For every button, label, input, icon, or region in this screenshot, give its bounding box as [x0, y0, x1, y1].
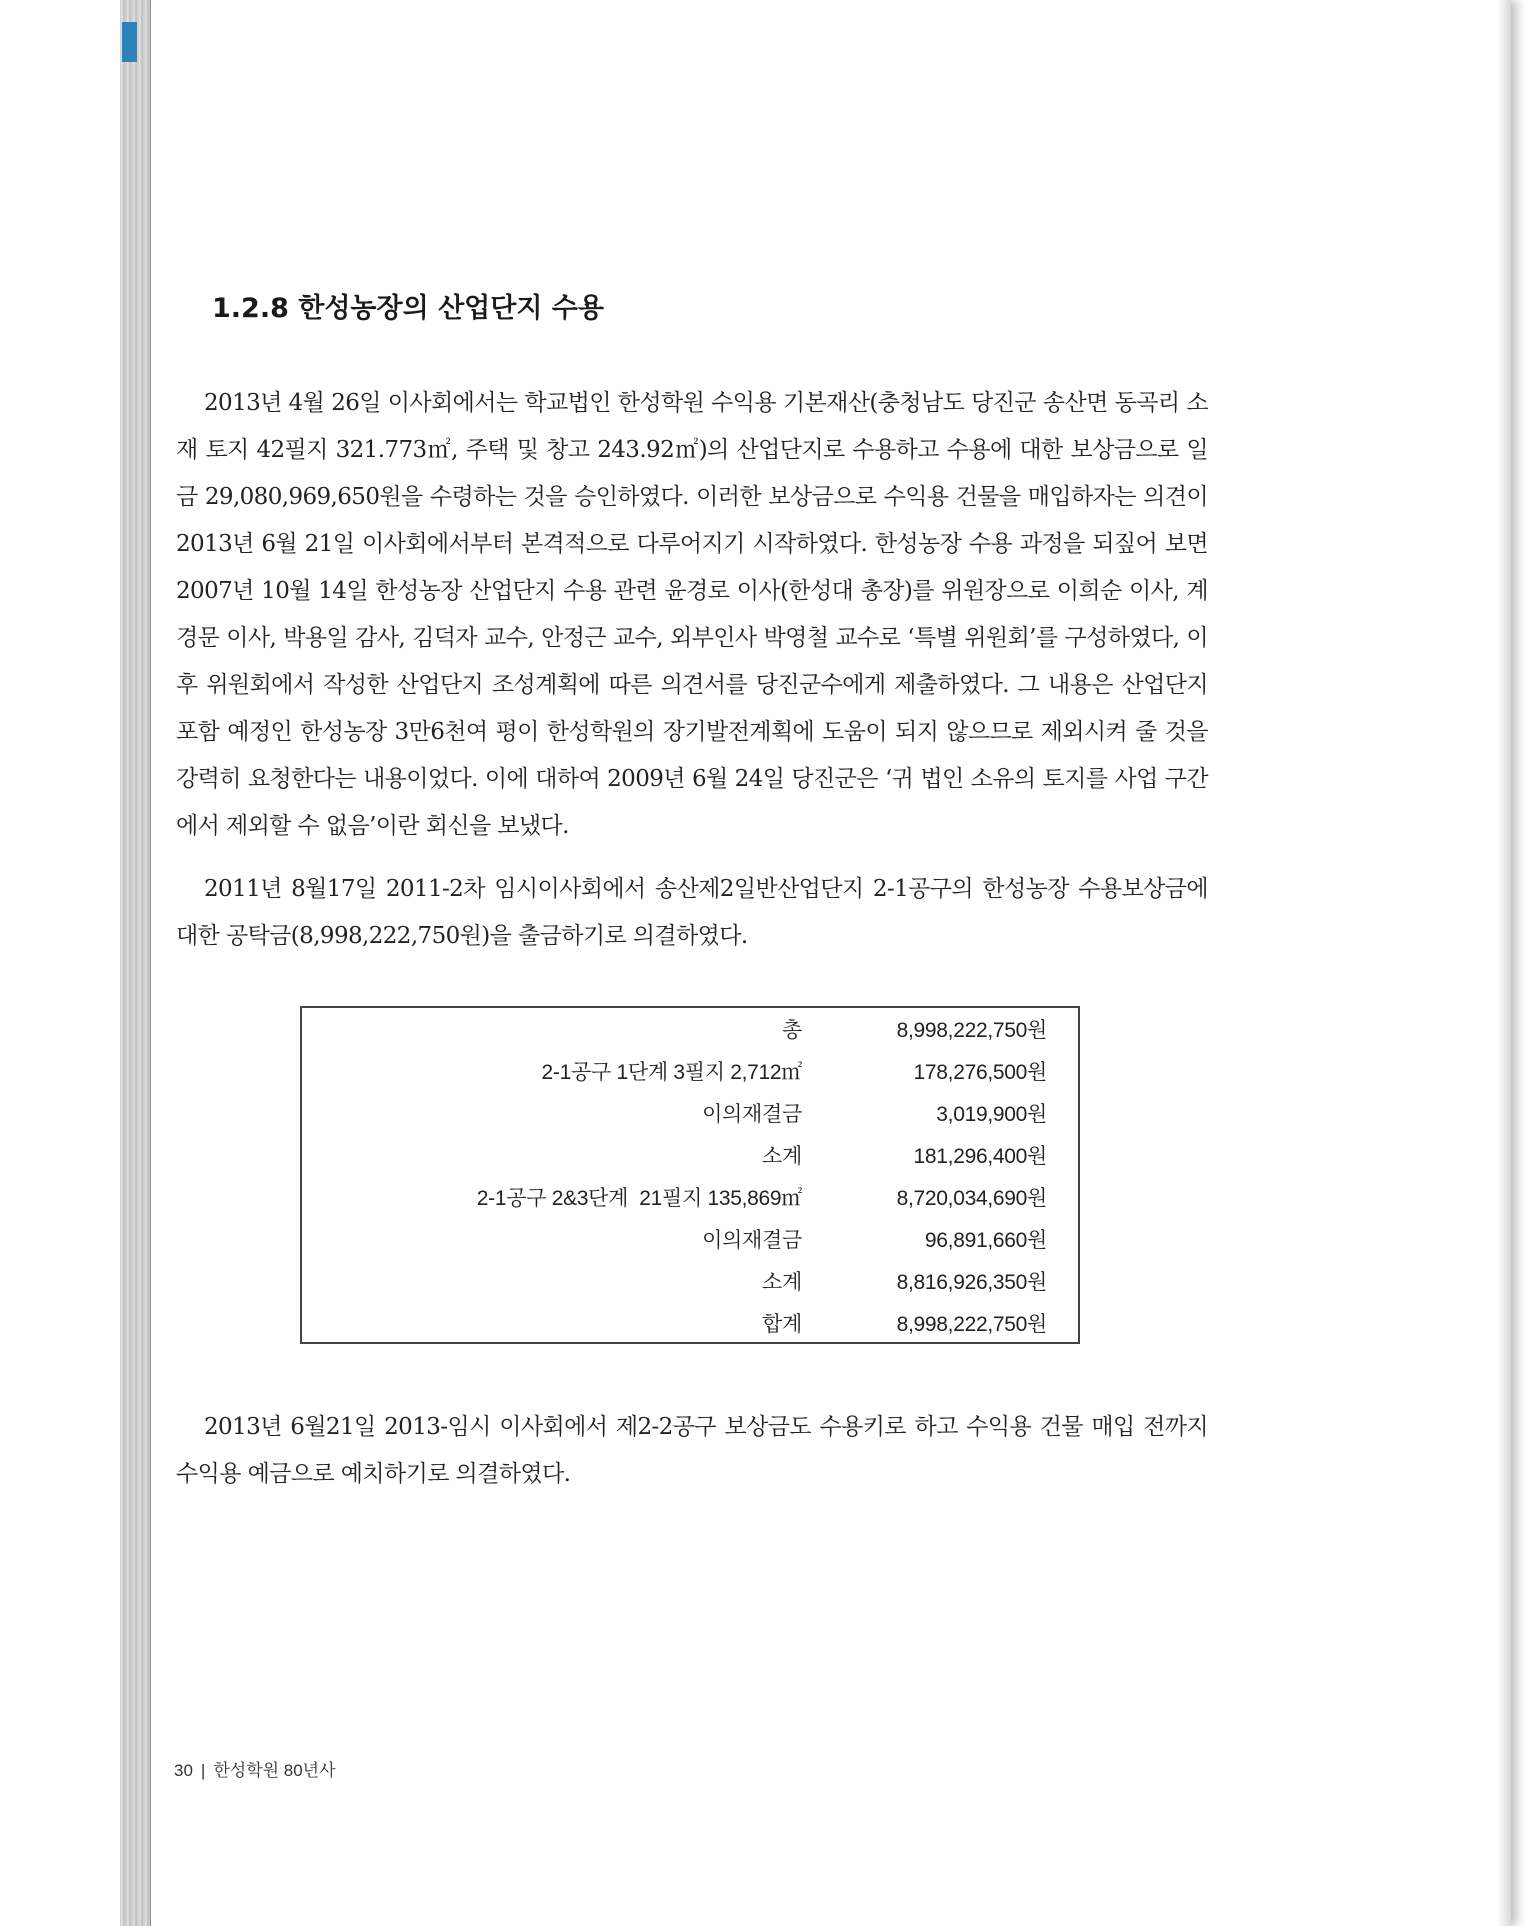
table-row: [302, 1176, 1078, 1218]
book-spine: [120, 0, 151, 1926]
row-value: 8,720,034,690원: [896, 1187, 1047, 1210]
table-row: [302, 1008, 1078, 1050]
row-label: 소계: [762, 1271, 802, 1294]
table-row: [302, 1050, 1078, 1092]
row-label: 2-1공구 2&3단계 21필지 135,869㎡: [476, 1187, 802, 1210]
page-number: 30: [174, 1761, 193, 1780]
row-label: 합계: [762, 1313, 802, 1336]
row-label: 2-1공구 1단계 3필지 2,712㎡: [541, 1061, 802, 1084]
table-row: [302, 1302, 1078, 1344]
table-row: [302, 1260, 1078, 1302]
row-value: 8,998,222,750원: [896, 1019, 1047, 1042]
row-value: 178,276,500원: [913, 1061, 1047, 1084]
page-footer: [174, 1756, 336, 1781]
row-label: 이의재결금: [702, 1103, 802, 1126]
page-edge-shadow: [1497, 0, 1511, 1926]
row-value: 96,891,660원: [924, 1229, 1047, 1252]
footer-separator: |: [200, 1761, 206, 1780]
table-row: [302, 1092, 1078, 1134]
row-label: 총: [782, 1019, 802, 1042]
paragraph-1: 2013년 4월 26일 이사회에서는 학교법인 한성학원 수익용 기본재산(충청남도 당진군 송산면 동곡리 소재 토지 42필지 321.773㎡, 주택 및 창고 243.92㎡)의 산업단지로 수용하고 수용에 대한 보상금으로 일금 29,080,969,650원을 수령하는 것을 승인하였다. 이러한 보상금으로 수익용 건물을 매입하자는 의견이 2013년 6월 21일 이사회에서부터 본격적으로 다루어지기 시작하였다. 한성농장 수용 과정을 되짚어 보면 2007년 10월 14일 한성농장 산업단지 수용 관련 윤경로 이사(한성대 총장)를 위원장으로 이희순 이사, 계경문 이사, 박용일 감사, 김덕자 교수, 안정근 교수, 외부인사 박영철 교수로 ‘특별 위원회’를 구성하였다, 이후 위원회에서 작성한 산업단지 조성계획에 따른 의견서를 당진군수에게 제출하였다. 그 내용은 산업단지 포함 예정인 한성농장 3만6천여 평이 한성학원의 장기발전계획에 도움이 되지 않으므로 제외시켜 줄 것을 강력히 요청한다는 내용이었다. 이에 대하여 2009년 6월 24일 당진군은 ‘귀 법인 소유의 토지를 사업 구간에서 제외할 수 없음’이란 회신을 보냈다.: [176, 390, 1208, 839]
table-row: [302, 1134, 1078, 1176]
bookmark-tab: [122, 22, 137, 62]
row-value: 8,816,926,350원: [896, 1271, 1047, 1294]
table-row: [302, 1218, 1078, 1260]
row-value: 181,296,400원: [913, 1145, 1047, 1168]
row-label: 소계: [762, 1145, 802, 1168]
section-heading: 1.2.8 한성농장의 산업단지 수용: [212, 293, 604, 324]
row-value: 8,998,222,750원: [896, 1313, 1047, 1336]
book-title: 한성학원 80년사: [213, 1761, 336, 1780]
compensation-table: [300, 1006, 1080, 1344]
paragraph-2: 2011년 8월17일 2011-2차 임시이사회에서 송산제2일반산업단지 2-1공구의 한성농장 수용보상금에 대한 공탁금(8,998,222,750원)을 출금하기로 의결하였다.: [176, 876, 1208, 949]
row-value: 3,019,900원: [936, 1103, 1047, 1126]
row-label: 이의재결금: [702, 1229, 802, 1252]
paragraph-3: 2013년 6월21일 2013-임시 이사회에서 제2-2공구 보상금도 수용키로 하고 수익용 건물 매입 전까지 수익용 예금으로 예치하기로 의결하였다.: [176, 1414, 1208, 1487]
